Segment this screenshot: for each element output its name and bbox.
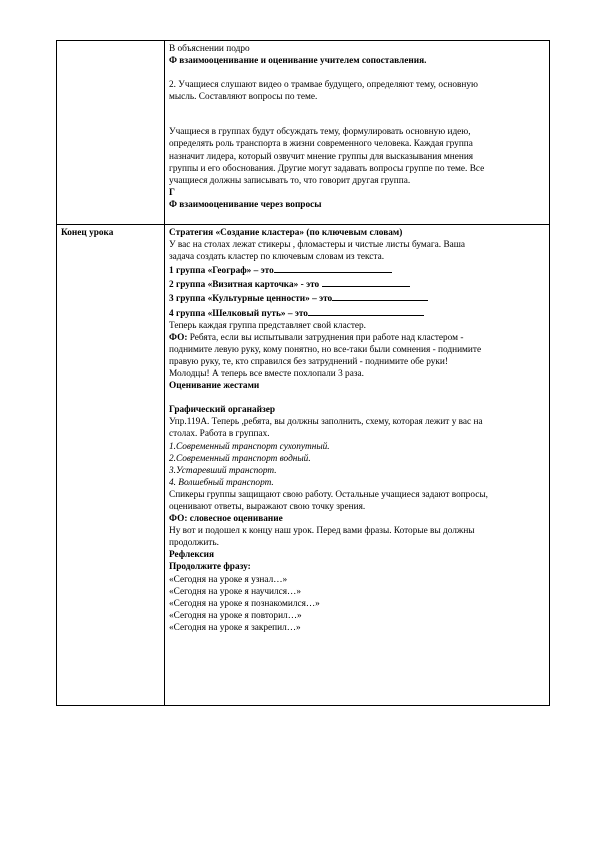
phrase-item: «Сегодня на уроке я повторил…» <box>169 610 302 621</box>
phrase-item: «Сегодня на уроке я закрепил…» <box>169 622 301 633</box>
text-line: определять роль транспорта в жизни современного человека. Каждая группа <box>169 139 473 150</box>
text-line: Учащиеся в группах будут обсуждать тему, формулировать основную идею, <box>169 127 471 138</box>
table-row <box>57 41 550 225</box>
list-item: 1.Современный транспорт сухопутный. <box>169 441 330 452</box>
list-item: 2.Современный транспорт водный. <box>169 453 311 464</box>
list-item: 4. Волшебный транспорт. <box>169 477 274 488</box>
text-line: поднимите левую руку, кому понятно, но все-таки были сомнения - поднимите <box>169 344 482 355</box>
text-line: Спикеры группы защищают свою работу. Остальные учащиеся задают вопросы, <box>169 489 488 500</box>
answer-blank <box>332 291 428 301</box>
group-line <box>169 306 545 320</box>
list-item: 3.Устаревший транспорт. <box>169 465 277 476</box>
assessment-line: Ф взаимооценивание и оценивание учителем сопоставления. <box>169 56 427 67</box>
assessment-line: Ф взаимооценивание через вопросы <box>169 199 322 210</box>
text-line <box>169 332 545 344</box>
answer-blank <box>322 277 410 287</box>
text-line: задача создать кластер по ключевым словам из текста. <box>169 252 385 263</box>
strategy-heading: Стратегия «Создание кластера» (по ключевым словам) <box>169 228 403 238</box>
section-heading: Продолжите фразу: <box>169 562 251 573</box>
text-line: 2. Учащиеся слушают видео о трамвае будущего, определяют тему, основную <box>169 80 478 91</box>
text-line: правую руку, те, кто справился без затруднений - поднимите обе руки! <box>169 356 448 367</box>
table-row <box>57 225 550 706</box>
text-line: Ну вот и подошел к концу наш урок. Перед вами фразы. Которые вы должны <box>169 526 475 537</box>
text-line: Упр.119А. Теперь ,ребята, вы должны заполнить, схему, которая лежит у вас на <box>169 417 483 428</box>
stage-cell <box>57 225 165 706</box>
assessment-letter: Г <box>169 187 175 198</box>
section-heading: Графический органайзер <box>169 405 276 416</box>
fo-label: ФО: <box>169 332 188 343</box>
text-line: мысль. Составляют вопросы по теме. <box>169 92 318 103</box>
text-line: столах. Работа в группах. <box>169 429 270 440</box>
text-line: группы и его обоснования. Другие могут задавать вопросы группе по теме. Все <box>169 163 485 174</box>
group-label: 3 группа «Культурные ценности» – это <box>169 294 333 305</box>
text-line: Теперь каждая группа представляет свой кластер. <box>169 320 366 331</box>
text-line: назначит лидера, который озвучит мнение группы для высказывания мнения <box>169 151 474 162</box>
group-label: 2 группа «Визитная карточка» - это <box>169 280 322 291</box>
text-line: продолжить. <box>169 538 219 549</box>
assessment-line: ФО: словесное оценивание <box>169 514 283 525</box>
activity-cell <box>165 225 550 706</box>
activity-cell <box>165 41 550 225</box>
text-line: оценивают ответы, выражают свою точку зрения. <box>169 501 366 512</box>
group-label: 4 группа «Шелковый путь» – это <box>169 308 308 319</box>
text-line: У вас на столах лежат стикеры , фломастеры и чистые листы бумага. Ваша <box>169 240 466 251</box>
stage-cell <box>57 41 165 225</box>
text-line: Молодцы! А теперь все вместе похлопали 3 раза. <box>169 369 364 380</box>
assessment-line: Оценивание жестами <box>169 381 260 392</box>
group-line <box>169 291 545 305</box>
text-line: В объяснении подро <box>169 44 250 54</box>
group-line <box>169 277 545 291</box>
answer-blank <box>308 306 424 316</box>
section-heading: Рефлексия <box>169 550 214 561</box>
group-label: 1 группа «Географ» – это <box>169 266 274 277</box>
phrase-item: «Сегодня на уроке я узнал…» <box>169 574 288 585</box>
fo-text: Ребята, если вы испытывали затруднения при работе над кластером - <box>187 332 464 343</box>
phrase-item: «Сегодня на уроке я познакомился…» <box>169 598 320 609</box>
stage-label: Конец урока <box>61 228 114 238</box>
lesson-plan-table <box>56 40 550 706</box>
group-line <box>169 263 545 277</box>
phrase-item: «Сегодня на уроке я научился…» <box>169 586 301 597</box>
text-line: учащиеся должны записывать то, что говорит другая группа. <box>169 175 411 186</box>
answer-blank <box>274 263 392 273</box>
